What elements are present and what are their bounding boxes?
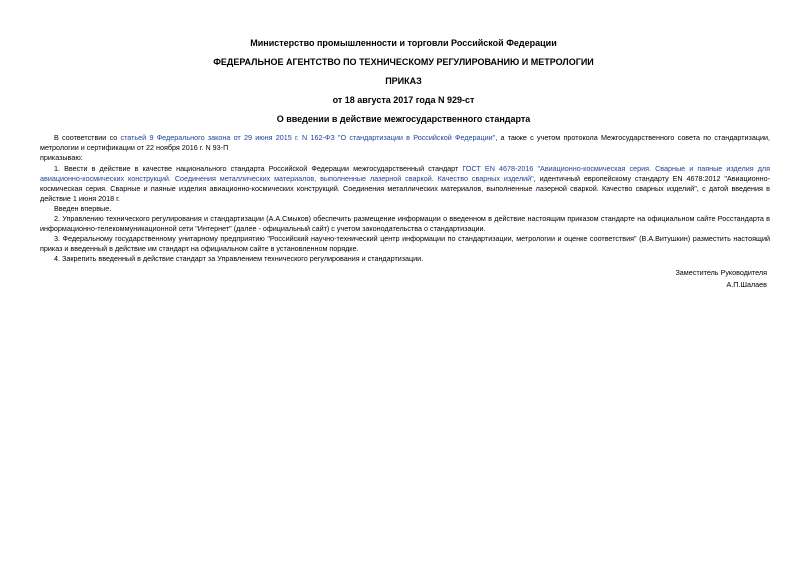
doc-type-heading: ПРИКАЗ xyxy=(385,76,422,86)
introduced-note: Введен впервые. xyxy=(54,204,112,213)
agency-heading: ФЕДЕРАЛЬНОЕ АГЕНТСТВО ПО ТЕХНИЧЕСКОМУ РЕГУЛИРОВАНИЮ И МЕТРОЛОГИИ xyxy=(213,57,594,67)
preamble-paragraph xyxy=(40,133,770,153)
signature-name: А.П.Шалаев xyxy=(726,280,767,289)
orders-word: приказываю: xyxy=(40,153,83,162)
item-1-text-start: 1. Ввести в действие в качестве национального стандарта Российской Федерации межгосударственный стандарт xyxy=(54,164,463,173)
item-4-paragraph: 4. Закрепить введенный в действие стандарт за Управлением технического регулирования и стандартизации. xyxy=(54,254,424,263)
document-title: О введении в действие межгосударственного стандарта xyxy=(276,114,531,124)
signature-position: Заместитель Руководителя xyxy=(675,268,767,277)
law-link[interactable]: статьей 9 Федерального закона от 29 июня 2015 г. N 162-ФЗ "О стандартизации в Российской Федерации" xyxy=(120,133,496,142)
ministry-heading: Министерство промышленности и торговли Российской Федерации xyxy=(250,38,557,48)
item-3-paragraph: 3. Федеральному государственному унитарному предприятию "Российский научно-технический центр информации по стандартизации, метрологии и оценке соответствия" (В.А.Витушкин) разместить настоящий приказ и введенный в действие им стандарт на официальном сайте в установленном порядке. xyxy=(40,234,770,253)
preamble-text-start: В соответствии со xyxy=(54,133,121,142)
preamble-text-end: , а также с учетом протокола Межгосударственного совета по стандартизации, метрологии и сертификации от 22 ноября 2016 г. N 93-П xyxy=(40,133,770,152)
item-2-paragraph: 2. Управлению технического регулирования и стандартизации (А.А.Смыков) обеспечить размещение информации о введенном в действие настоящим приказом стандарте на официальном сайте Росстандарта в информационно-телекоммуникационной сети "Интернет" (далее - официальный сайт) с учетом законодательства о стандартизации. xyxy=(40,214,770,233)
gost-link[interactable]: ГОСТ EN 4678-2016 "Авиационно-космическая серия. Сварные и паяные изделия для авиационно-космических конструкций. Соединения металлических материалов, выполненные лазерной сваркой. Качество сварных изделий" xyxy=(40,164,770,183)
item-1-text-end: , идентичный европейскому стандарту EN 4678:2012 "Авиационно-космическая серия. Сварные и паяные изделия авиационно-космических конструкций. Соединения металлических материалов, выполненные лазерной сваркой. Качество сварных изделий", с датой введения в действие 1 июня 2018 г. xyxy=(40,174,770,203)
item-1-paragraph xyxy=(40,164,770,204)
document-body xyxy=(40,133,770,264)
date-number-heading: от 18 августа 2017 года N 929-ст xyxy=(332,95,475,105)
